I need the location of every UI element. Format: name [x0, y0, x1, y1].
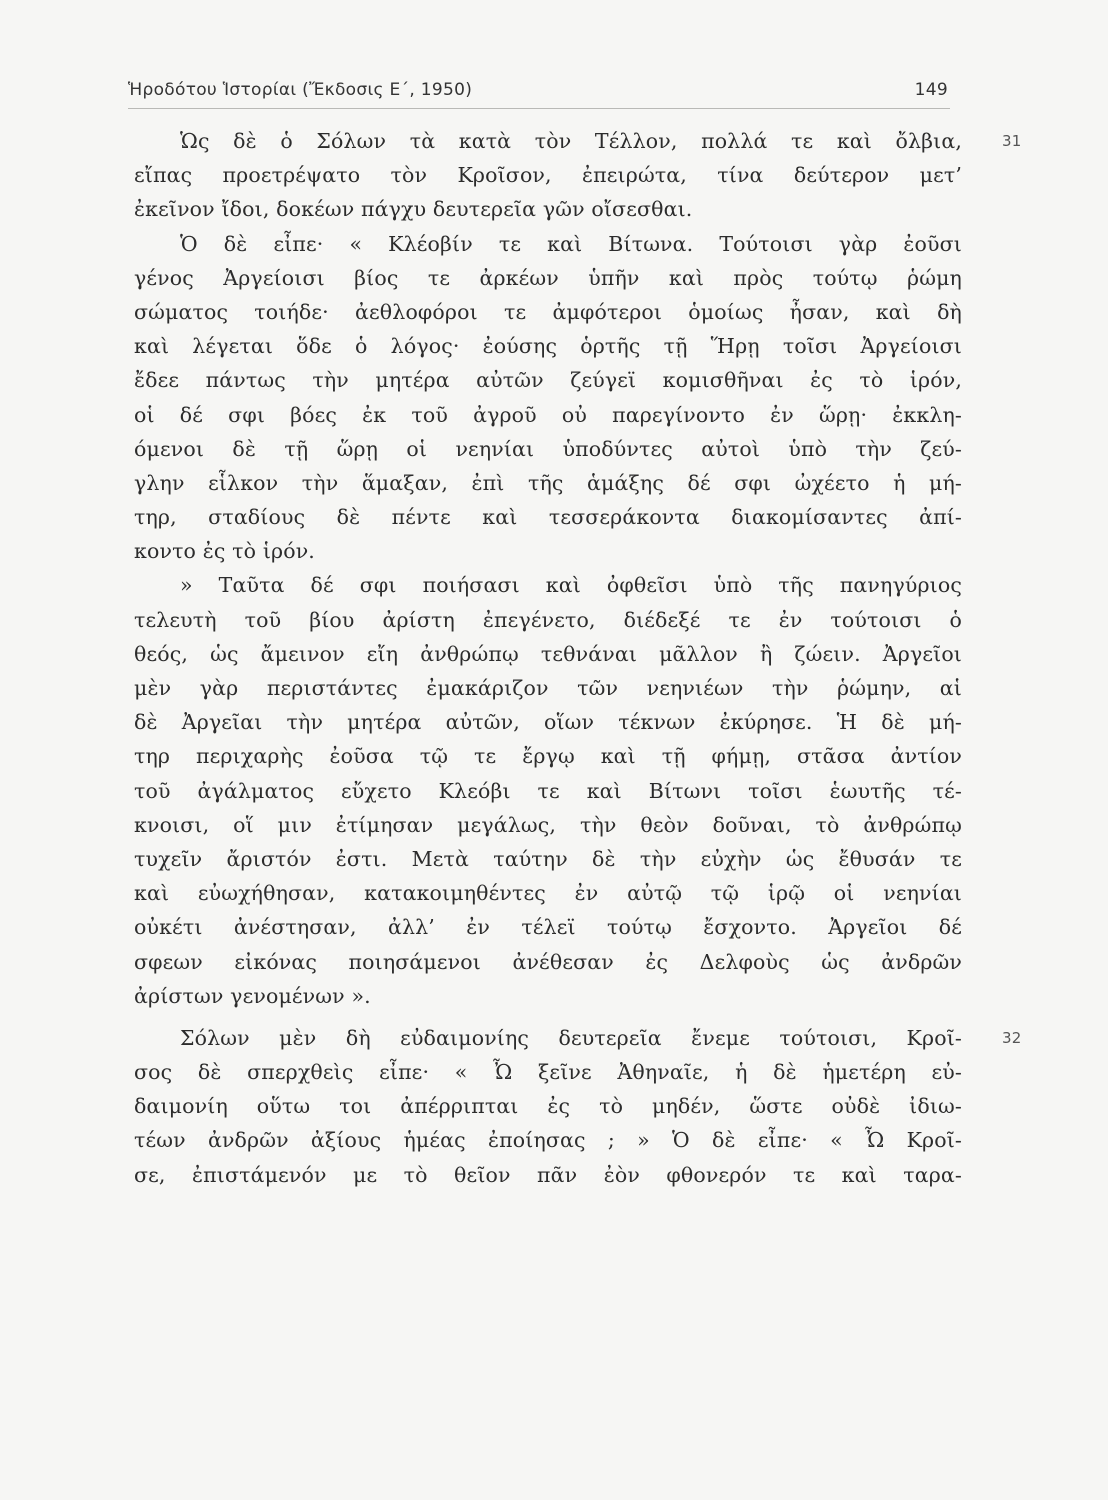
- running-header: [128, 78, 950, 109]
- text-line: σώματος τοιήδε· ἀεθλοφόροι τε ἀμφότεροι ὁμοίως ἦσαν, καὶ δὴ: [134, 299, 962, 324]
- text-line: γλην εἷλκον τὴν ἅμαξαν, ἐπὶ τῆς ἁμάξης δέ σφι ὠχέετο ἡ μή-: [134, 470, 962, 495]
- text-line: κνοισι, οἵ μιν ἐτίμησαν μεγάλως, τὴν θεὸν δοῦναι, τὸ ἀνθρώπῳ: [134, 812, 962, 837]
- text-line: τοῦ ἀγάλματος εὔχετο Κλεόβι τε καὶ Βίτωνι τοῖσι ἑωυτῆς τέ-: [134, 778, 962, 803]
- text-line: μὲν γὰρ περιστάντες ἐμακάριζον τῶν νεηνιέων τὴν ῥώμην, αἱ: [134, 676, 962, 700]
- text-line: τηρ, σταδίους δὲ πέντε καὶ τεσσεράκοντα διακομίσαντες ἀπί-: [134, 505, 962, 530]
- text-line: οἱ δέ σφι βόες ἐκ τοῦ ἀγροῦ οὐ παρεγίνοντο ἐν ὥρῃ· ἐκκλη-: [134, 402, 962, 427]
- text-line: τηρ περιχαρὴς ἐοῦσα τῷ τε ἔργῳ καὶ τῇ φήμῃ, στᾶσα ἀντίον: [134, 744, 962, 769]
- page-number: 149: [914, 80, 948, 100]
- text-line: τυχεῖν ἄριστόν ἐστι. Μετὰ ταύτην δὲ τὴν εὐχὴν ὡς ἔθυσάν τε: [134, 846, 962, 871]
- text-line: » Ταῦτα δέ σφι ποιήσασι καὶ ὀφθεῖσι ὑπὸ τῆς πανηγύριος: [180, 573, 962, 598]
- text-line: δαιμονίη οὕτω τοι ἀπέρριπται ἐς τὸ μηδέν, ὥστε οὐδὲ ἰδιω-: [134, 1094, 962, 1119]
- section-number: 32: [1002, 1028, 1022, 1047]
- text-line: οὐκέτι ἀνέστησαν, ἀλλ’ ἐν τέλεϊ τούτῳ ἔσχοντο. Ἀργεῖοι δέ: [134, 915, 962, 940]
- paragraph-gap: [134, 1013, 962, 1021]
- text-line: δὲ Ἀργεῖαι τὴν μητέρα αὐτῶν, οἵων τέκνων ἐκύρησε. Ἡ δὲ μή-: [134, 710, 962, 735]
- text-line: τέων ἀνδρῶν ἀξίους ἡμέας ἐποίησας ; » Ὁ δὲ εἶπε· « Ὦ Κροῖ-: [134, 1128, 962, 1153]
- text-line: σε, ἐπιστάμενόν με τὸ θεῖον πᾶν ἐὸν φθονερόν τε καὶ ταρα-: [134, 1162, 962, 1187]
- text-line: Ὁ δὲ εἶπε· « Κλέοβίν τε καὶ Βίτωνα. Τούτοισι γὰρ ἐοῦσι: [180, 231, 962, 256]
- text-line: σφεων εἰκόνας ποιησάμενοι ἀνέθεσαν ἐς Δελφοὺς ὡς ἀνδρῶν: [134, 949, 962, 974]
- text-line: ἔδεε πάντως τὴν μητέρα αὐτῶν ζεύγεϊ κομισθῆναι ἐς τὸ ἱρόν,: [134, 368, 962, 393]
- text-line: κοντο ἐς τὸ ἱρόν.: [134, 539, 315, 564]
- text-line: σος δὲ σπερχθεὶς εἶπε· « Ὦ ξεῖνε Ἀθηναῖε, ἡ δὲ ἡμετέρη εὐ-: [134, 1060, 962, 1085]
- text-line: καὶ λέγεται ὅδε ὁ λόγος· ἐούσης ὁρτῆς τῇ Ἥρῃ τοῖσι Ἀργείοισι: [134, 334, 962, 359]
- text-body: [134, 124, 1022, 1192]
- text-line: θεός, ὡς ἄμεινον εἴη ἀνθρώπῳ τεθνάναι μᾶλλον ἢ ζώειν. Ἀργεῖοι: [134, 641, 962, 666]
- header-title: Ἡροδότου Ἱστορίαι (Ἔκδοσις Ε΄, 1950): [128, 80, 473, 100]
- text-line: Ὡς δὲ ὁ Σόλων τὰ κατὰ τὸν Τέλλον, πολλά τε καὶ ὄλβια, 31: [134, 124, 962, 158]
- text-line: καὶ εὐωχήθησαν, κατακοιμηθέντες ἐν αὐτῷ τῷ ἱρῷ οἱ νεηνίαι: [134, 881, 962, 906]
- section-number: 31: [1002, 132, 1022, 150]
- text-line: ἀρίστων γενομένων ».: [134, 983, 371, 1008]
- text-line: Σόλων μὲν δὴ εὐδαιμονίης δευτερεῖα ἔνεμε τούτοισι, Κροῖ- 32: [134, 1021, 962, 1055]
- text-line: γένος Ἀργείοισι βίος τε ἀρκέων ὑπῆν καὶ πρὸς τούτῳ ῥώμη: [134, 265, 962, 290]
- text-line: όμενοι δὲ τῇ ὥρῃ οἱ νεηνίαι ὑποδύντες αὐτοὶ ὑπὸ τὴν ζεύ-: [134, 436, 962, 461]
- text-line: εἴπας προετρέψατο τὸν Κροῖσον, ἐπειρώτα, τίνα δεύτερον μετ’: [134, 163, 962, 188]
- text-line: ἐκεῖνον ἴδοι, δοκέων πάγχυ δευτερεῖα γῶν οἴσεσθαι.: [134, 197, 693, 222]
- text-line: τελευτὴ τοῦ βίου ἀρίστη ἐπεγένετο, διέδεξέ τε ἐν τούτοισι ὁ: [134, 607, 962, 632]
